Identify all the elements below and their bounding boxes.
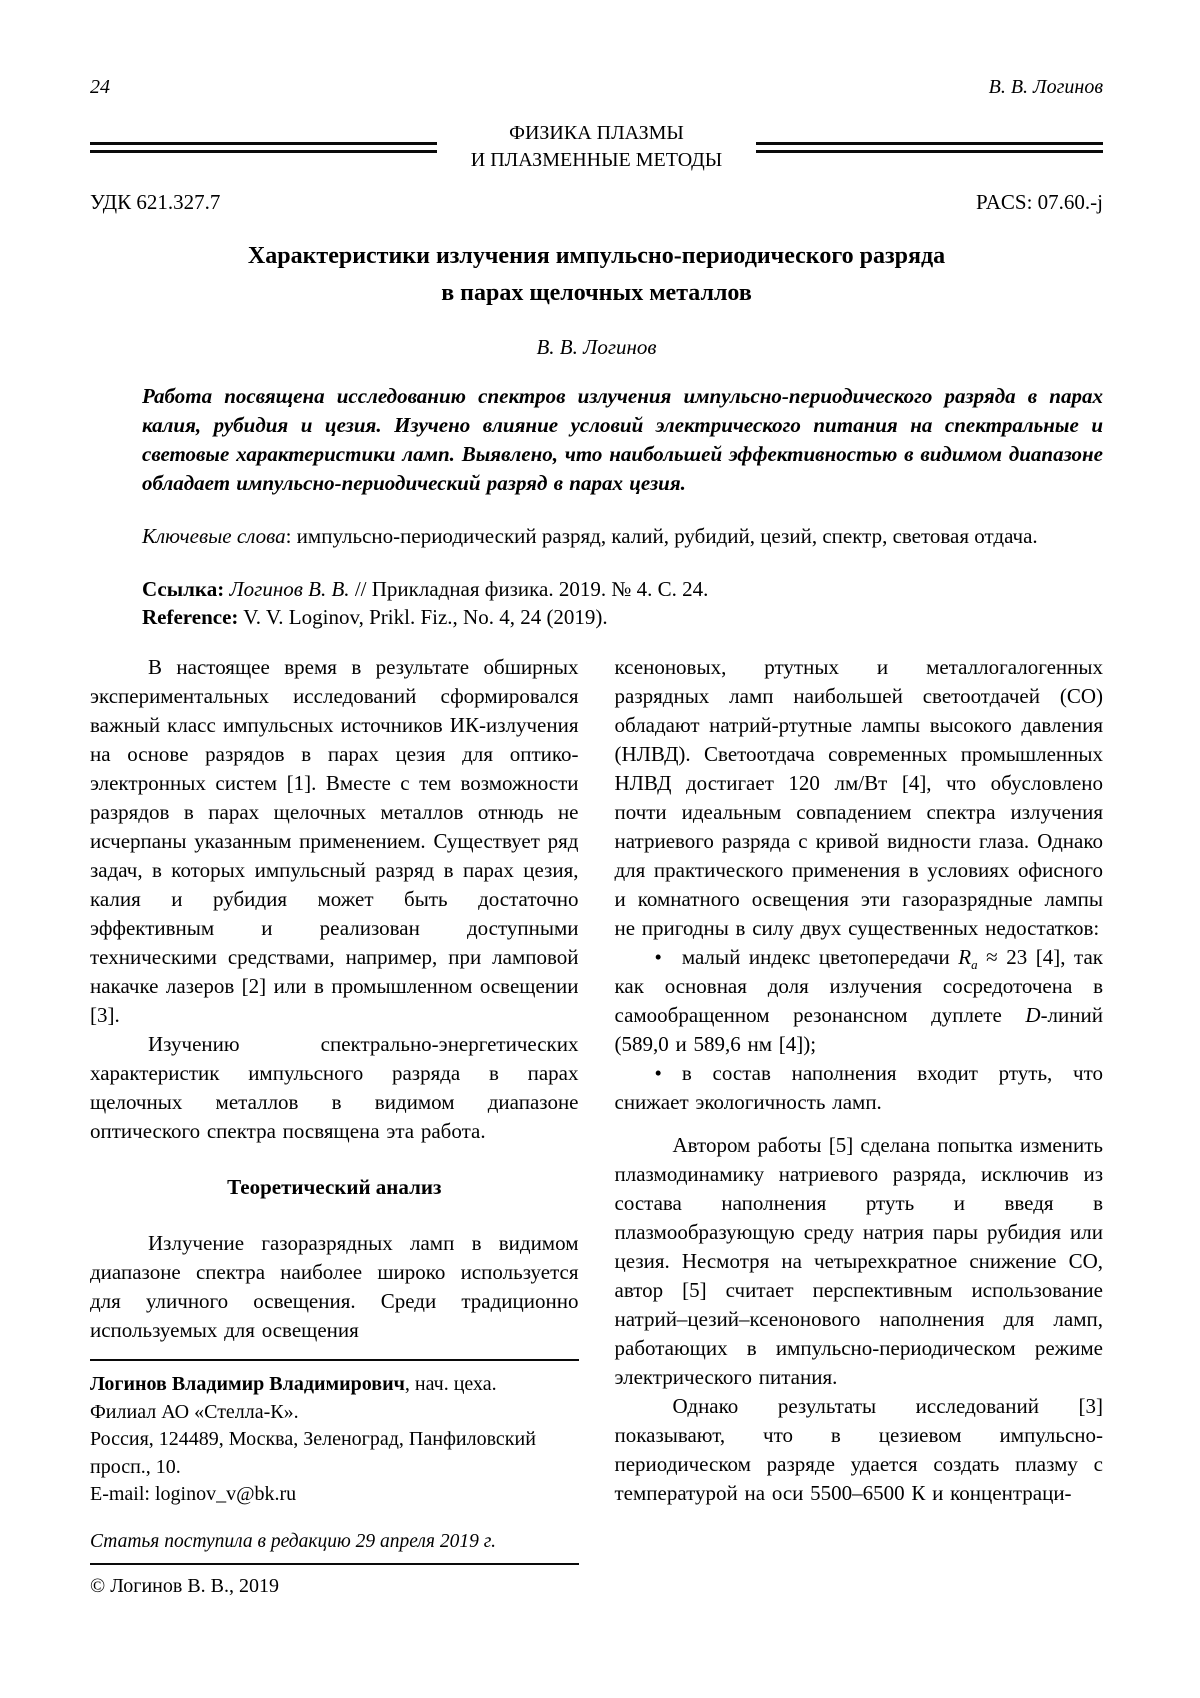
citation-en (142, 603, 1103, 631)
footnote-author-position: , нач. цеха. (404, 1373, 497, 1395)
bullet1-text-pre: малый индекс цветопередачи (681, 945, 959, 969)
section-title-line1: ФИЗИКА ПЛАЗМЫ (509, 122, 684, 144)
section-title-line2: И ПЛАЗМЕННЫЕ МЕТОДЫ (470, 149, 723, 171)
author-footnote (90, 1359, 579, 1600)
citation-ru (142, 575, 1103, 603)
citation-label: Ссылка: (142, 577, 225, 601)
bullet-item-mercury (615, 1059, 1104, 1117)
citation-author: Логинов В. В. (224, 577, 350, 601)
classification-row (90, 190, 1103, 214)
citation-block (142, 575, 1103, 631)
right-double-rule (756, 142, 1103, 153)
body-paragraph-cesium-results: Однако результаты исследований [3] показывают, что в цезиевом импульсно-периодическом разряде удается создать плазму с температурой на оси 5500–6500 К и концентраци- (614, 1394, 1103, 1505)
footnote-address: Россия, 124489, Москва, Зеленоград, Панфиловский просп., 10. (90, 1428, 536, 1478)
article-title-line2: в парах щелочных металлов (441, 280, 752, 306)
section-title (437, 120, 756, 174)
body-paragraph-sodium-attempt: Автором работы [5] сделана попытка изменить плазмодинамику натриевого разряда, исключив из состава наполнения ртуть и введя в плазмообразующую среду натрия пары рубидия или цезия. Несмотря на четырехкратное снижение СО, автор [5] считает перспективным использование натрий–цезий–ксенонового наполнения для ламп, работающих в импульсно-периодическом режиме электрического питания. (614, 1133, 1103, 1389)
bullet-icon: • (654, 1061, 662, 1085)
bullet1-text-post: -линий (589,0 и 589,6 нм [4]); (614, 1003, 1103, 1056)
section-heading-theory: Теоретический анализ (227, 1175, 442, 1199)
keywords-label: Ключевые слова (142, 524, 286, 548)
keywords (142, 522, 1103, 551)
page-number: 24 (90, 76, 110, 98)
body-paragraph-continuation: ксеноновых, ртутных и металлогалогенных разрядных ламп наибольшей светоотдачей (СО) обладают натрий-ртутные лампы высокого давления (НЛВД). Светоотдача современных промышленных НЛВД достигает 120 лм/Вт [4], что обусловлено почти идеальным совпадением спектра излучения натриевого разряда с кривой видности глаза. Однако для практического применения в условиях офисного и комнатного освещения эти газоразрядные лампы не пригодны в силу двух существенных недостатков: (614, 655, 1103, 940)
bullet-item-color-rendering (615, 943, 1104, 1059)
bullet1-variable-r: R (958, 945, 972, 969)
two-column-body (90, 653, 1103, 1600)
bullet1-subscript-a: a (971, 957, 978, 973)
bullet-icon: • (654, 945, 662, 969)
intro-paragraph-2: Изучению спектрально-энергетических характеристик импульсного разряда в парах щелочных металлов в видимом диапазоне оптического спектра посвящена эта работа. (90, 1032, 579, 1143)
pacs-code: PACS: 07.60.-j (975, 190, 1103, 214)
copyright-rule (90, 1563, 579, 1565)
footnote-author (90, 1371, 579, 1399)
footnote-affiliation: Филиал АО «Стелла-К». (90, 1400, 299, 1423)
abstract: Работа посвящена исследованию спектров излучения импульсно-периодического разряда в парах калия, рубидия и цезия. Изучено влияние условий электрического питания на спектральные и световые характеристики ламп. Выявлено, что наибольшей эффективностью в видимом диапазоне обладает импульсно-периодический разряд в парах цезия. (142, 384, 1103, 495)
reference-source: V. V. Loginov, Prikl. Fiz., No. 4, 24 (2019). (238, 605, 608, 629)
bullet1-text-mid: ≈ 23 [4], так как основная доля излучения сосредоточена в самообращенном резонансном дуплете (614, 945, 1104, 1027)
reference-label: Reference: (142, 605, 239, 629)
running-head (90, 76, 1103, 98)
theory-paragraph-1: Излучение газоразрядных ламп в видимом диапазоне спектра наиболее широко используется для уличного освещения. Среди традиционно используемых для освещения (90, 1231, 579, 1342)
intro-paragraph-1: В настоящее время в результате обширных экспериментальных исследований сформировался важный класс импульсных источников ИК-излучения на основе разрядов в парах цезия для оптико-электронных систем [1]. Вместе с тем возможности разрядов в парах щелочных металлов отнюдь не исчерпаны указанным применением. Существует ряд задач, в которых импульсный разряд в парах цезия, калия и рубидия может быть достаточно эффективным и реализован доступными техническими средствами, например, при ламповой накачке лазеров [2] или в промышленном освещении [3]. (90, 655, 579, 1027)
bullet1-variable-d: D (1025, 1003, 1041, 1027)
footnote-rule (90, 1359, 579, 1361)
right-column (615, 653, 1104, 1600)
footnote-email: E-mail: loginov_v@bk.ru (90, 1483, 297, 1505)
section-banner (90, 120, 1103, 174)
article-title-line1: Характеристики излучения импульсно-периодического разряда (247, 243, 946, 269)
left-double-rule (90, 142, 437, 153)
copyright-line: © Логинов В. В., 2019 (90, 1574, 279, 1597)
footnote-author-name: Логинов Владимир Владимирович (90, 1373, 405, 1395)
article-title (90, 238, 1103, 312)
citation-source: // Прикладная физика. 2019. № 4. С. 24. (349, 577, 709, 601)
running-author: В. В. Логинов (988, 76, 1103, 98)
left-column (90, 653, 579, 1600)
bullet2-text: в состав наполнения входит ртуть, что снижает экологичность ламп. (614, 1061, 1103, 1114)
received-date-line: Статья поступила в редакцию 29 апреля 2019 г. (90, 1530, 496, 1552)
article-author: В. В. Логинов (536, 335, 657, 359)
keywords-text: : импульсно-периодический разряд, калий, рубидий, цезий, спектр, световая отдача. (285, 524, 1038, 548)
udk-code: УДК 621.327.7 (90, 190, 221, 214)
